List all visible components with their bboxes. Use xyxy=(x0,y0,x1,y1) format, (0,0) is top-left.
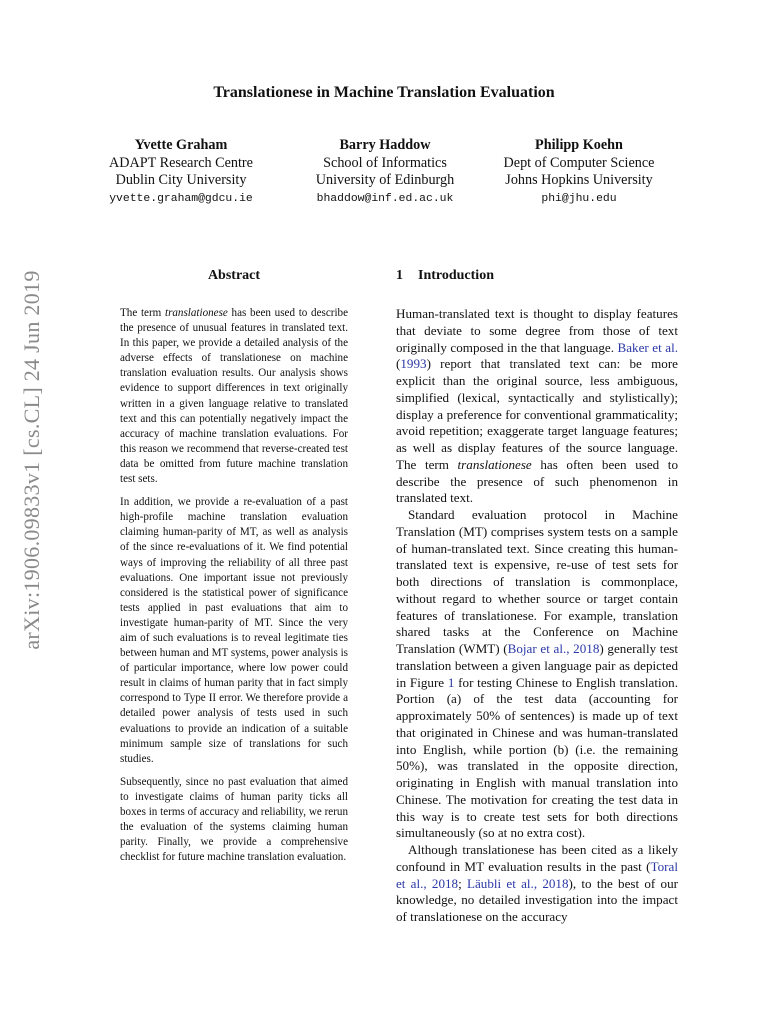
citation-link[interactable]: Toral et al., 2018 xyxy=(396,858,678,891)
author-affiliation: School of Informatics xyxy=(323,154,447,171)
author-email[interactable]: bhaddow@inf.ed.ac.uk xyxy=(316,192,454,205)
author-block xyxy=(285,137,485,208)
section-heading xyxy=(396,268,678,284)
abstract-column xyxy=(120,268,348,873)
author-name: Philipp Koehn xyxy=(535,137,623,153)
figure-link[interactable]: 1 xyxy=(447,674,455,690)
author-affiliation: University of Edinburgh xyxy=(315,172,455,188)
author-affiliation: ADAPT Research Centre xyxy=(109,154,253,171)
author-block xyxy=(81,137,281,208)
abstract-paragraph: In addition, we provide a re-evaluation of a past high-profile machine translation evaluation claiming human-parity of MT, as well as analysis of the since re-evaluations of it. We find potential ways of improving the reliability of all three past evaluations. One important issue not previously considered is the statistical power of significance tests applied in past evaluations that aim to investigate human-parity of MT. Since the very aim of such evaluations is to reveal legitimate ties between human and MT systems, power analysis is of particular importance, where low power could result in claims of human parity that in fact simply correspond to Type II error. We therefore provide a detailed power analysis of tests used in such evaluations to provide an indication of a suitable minimum sample size of translations for such studies. xyxy=(120,496,348,765)
citation-link[interactable]: Bojar et al., 2018 xyxy=(507,641,600,656)
author-email[interactable]: yvette.graham@gdcu.ie xyxy=(109,192,253,205)
author-affiliation: Dept of Computer Science xyxy=(503,154,655,171)
abstract-paragraph: Subsequently, since no past evaluation that aimed to investigate claims of human parity ticks all boxes in terms of accuracy and reliability, we rerun the evaluation of the systems claiming human parity. Finally, we provide a comprehensive checklist for future machine translation evaluation. xyxy=(120,775,348,864)
section-number: 1 xyxy=(396,268,403,283)
arxiv-stamp xyxy=(12,180,52,740)
citation-link[interactable]: 1993 xyxy=(400,356,427,372)
author-email[interactable]: phi@jhu.edu xyxy=(541,192,617,205)
abstract-heading: Abstract xyxy=(207,268,261,283)
intro-paragraph: Although translationese has been cited as a likely confound in MT evaluation results in the past (Toral et al., 2018; Läubli et al., 2018), to the best of our knowledge, no detailed investigation into the impact of translationese on the accuracy xyxy=(396,842,678,924)
section-title: Introduction xyxy=(418,268,494,283)
intro-paragraph: Human-translated text is thought to display features that deviate to some degree from those of text originally composed in the that language. Baker et al. (1993) report that translated text can: be more explicit than the original source, less ambiguous, simplified (lexical, syntactically and stylistically); display a preference for conventional grammaticality; avoid repetition; exaggerate target language features; as well as display features of the source language. The term translationese has often been used to describe the presence of such phenomenon in translated text. xyxy=(396,306,679,506)
author-affiliation: Johns Hopkins University xyxy=(505,172,653,188)
paper-title: Translationese in Machine Translation Evaluation xyxy=(213,84,555,101)
author-name: Yvette Graham xyxy=(134,137,228,153)
introduction-column xyxy=(396,268,678,926)
abstract-paragraph: The term translationese has been used to describe the presence of unusual features in translated text. In this paper, we provide a detailed analysis of the adverse effects of translationese on machine translation evaluation results. Our analysis shows evidence to support differences in text originally written in a given language relative to translated text and this can potentially negatively impact the accuracy of machine translation evaluations. For this reason we recommend that reverse-created test data be omitted from future machine translation test sets. xyxy=(120,307,349,486)
citation-link[interactable]: Läubli et al., 2018 xyxy=(467,875,569,891)
intro-paragraph: Standard evaluation protocol in Machine Translation (MT) comprises system tests on a sample of human-translated text. Since creating this human-translated text is expensive, re-use of test sets for both directions of translation is commonplace, without regard to whether source or target contain features of translationese. For example, translation shared tasks at the Conference on Machine Translation (WMT) (Bojar et al., 2018) generally test translation between a given language pair as depicted in Figure 1 for testing Chinese to English translation. Portion (a) of the test data (accounting for approximately 50% of sentences) is made up of text that originated in Chinese and was human-translated into English, while portion (b) (i.e. the remaining 50%), was translated in the opposite direction, originating in English with manual translation into Chinese. The motivation for creating the test data in this way is to create test sets for both directions simultaneously (so at no extra cost). xyxy=(396,507,679,841)
term-translationese: translationese xyxy=(164,307,228,319)
author-affiliation: Dublin City University xyxy=(115,172,247,188)
term-translationese: translationese xyxy=(457,456,532,472)
citation-link[interactable]: Baker et al. xyxy=(617,339,679,355)
author-name: Barry Haddow xyxy=(339,137,431,153)
arxiv-id: arXiv:1906.09833v1 [cs.CL] 24 Jun 2019 xyxy=(19,270,44,650)
author-block xyxy=(479,137,679,208)
